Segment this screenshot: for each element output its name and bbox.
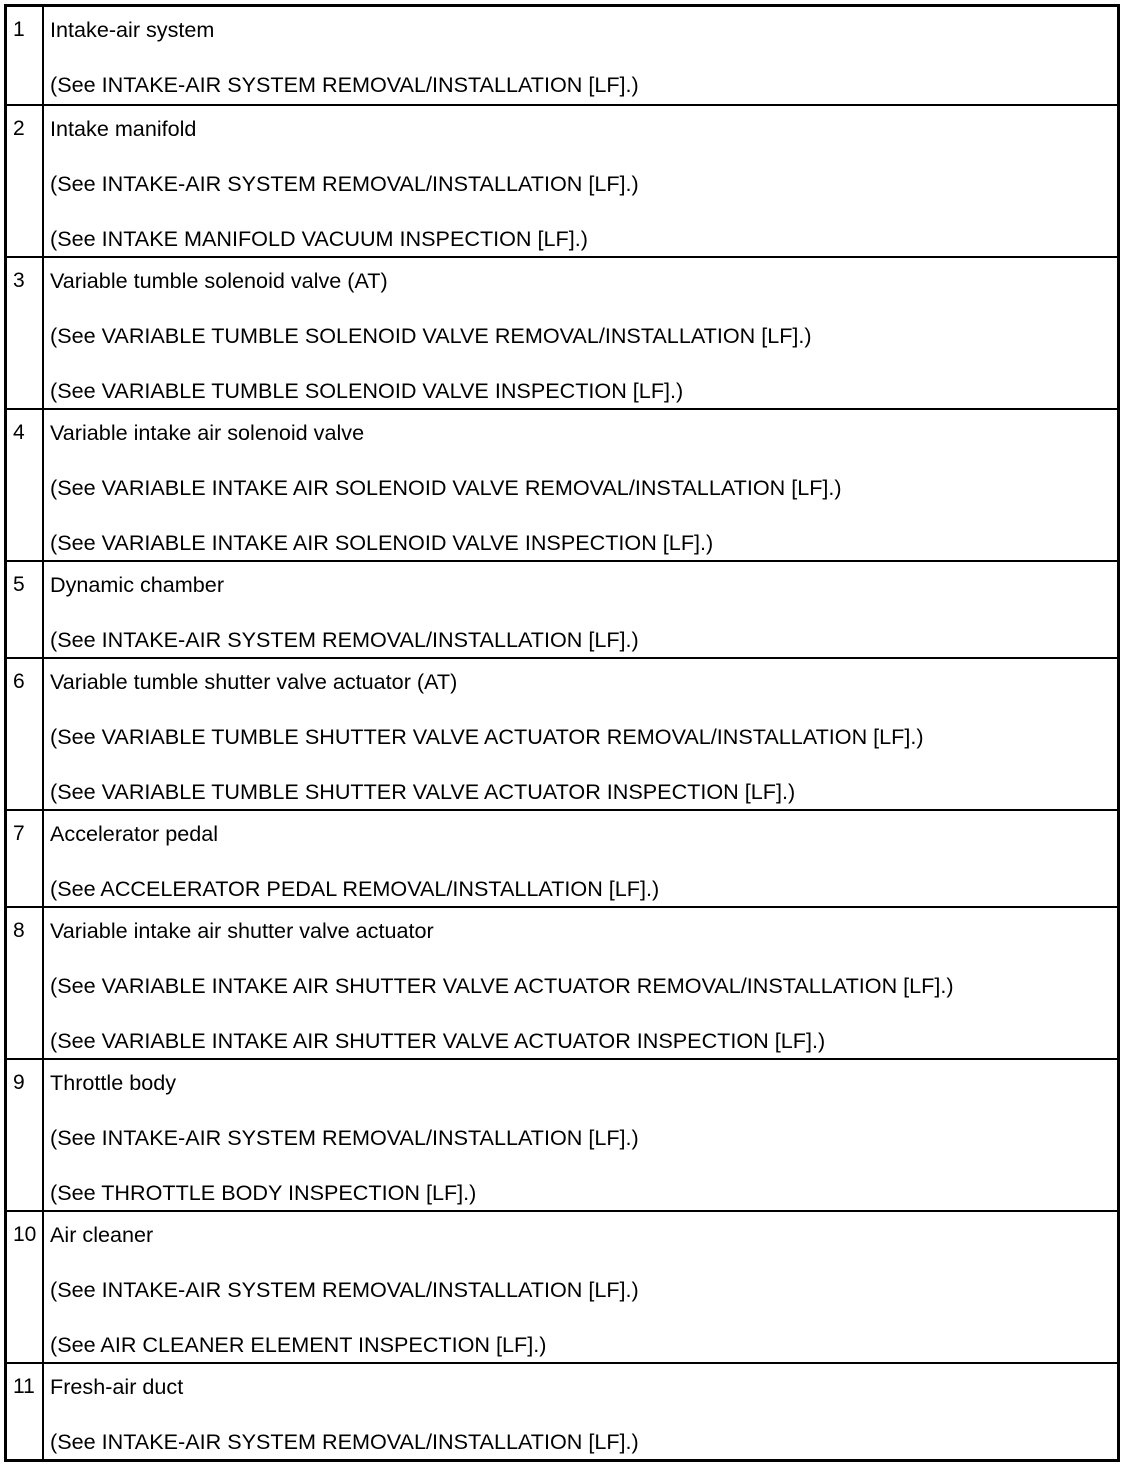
item-content — [44, 659, 1117, 809]
table-row — [7, 560, 1117, 657]
item-name: Variable tumble shutter valve actuator (AT) — [50, 669, 458, 694]
item-number: 8 — [7, 908, 44, 1058]
component-table — [4, 4, 1120, 1462]
item-name: Accelerator pedal — [50, 821, 219, 846]
item-content — [44, 106, 1117, 256]
item-content — [44, 410, 1117, 560]
table-row — [7, 256, 1117, 408]
table-row — [7, 1362, 1117, 1459]
item-number: 10 — [7, 1212, 44, 1362]
item-name: Throttle body — [50, 1070, 177, 1095]
item-name: Intake-air system — [50, 17, 215, 42]
item-number: 4 — [7, 410, 44, 560]
reference-link[interactable]: (See VARIABLE TUMBLE SHUTTER VALVE ACTUATOR REMOVAL/INSTALLATION [LF].) — [50, 724, 924, 749]
item-content — [44, 562, 1117, 657]
reference-link[interactable]: (See VARIABLE TUMBLE SHUTTER VALVE ACTUATOR INSPECTION [LF].) — [50, 779, 796, 804]
item-content — [44, 7, 1117, 104]
item-content — [44, 1212, 1117, 1362]
table-row — [7, 7, 1117, 104]
item-name: Air cleaner — [50, 1222, 154, 1247]
reference-link[interactable]: (See VARIABLE INTAKE AIR SOLENOID VALVE INSPECTION [LF].) — [50, 530, 714, 555]
item-content — [44, 908, 1117, 1058]
item-content — [44, 1060, 1117, 1210]
reference-link[interactable]: (See INTAKE-AIR SYSTEM REMOVAL/INSTALLATION [LF].) — [50, 72, 639, 97]
table-row — [7, 906, 1117, 1058]
reference-link[interactable]: (See INTAKE-AIR SYSTEM REMOVAL/INSTALLATION [LF].) — [50, 171, 639, 196]
reference-link[interactable]: (See VARIABLE TUMBLE SOLENOID VALVE REMOVAL/INSTALLATION [LF].) — [50, 323, 812, 348]
table-row — [7, 104, 1117, 256]
item-number: 7 — [7, 811, 44, 906]
reference-link[interactable]: (See VARIABLE TUMBLE SOLENOID VALVE INSPECTION [LF].) — [50, 378, 684, 403]
reference-link[interactable]: (See ACCELERATOR PEDAL REMOVAL/INSTALLATION [LF].) — [50, 876, 660, 901]
reference-link[interactable]: (See INTAKE-AIR SYSTEM REMOVAL/INSTALLATION [LF].) — [50, 1429, 639, 1454]
reference-link[interactable]: (See AIR CLEANER ELEMENT INSPECTION [LF].) — [50, 1332, 547, 1357]
item-number: 3 — [7, 258, 44, 408]
reference-link[interactable]: (See VARIABLE INTAKE AIR SOLENOID VALVE REMOVAL/INSTALLATION [LF].) — [50, 475, 842, 500]
item-content — [44, 1364, 1117, 1459]
reference-link[interactable]: (See INTAKE-AIR SYSTEM REMOVAL/INSTALLATION [LF].) — [50, 1277, 639, 1302]
reference-link[interactable]: (See INTAKE-AIR SYSTEM REMOVAL/INSTALLATION [LF].) — [50, 627, 639, 652]
item-name: Variable intake air shutter valve actuator — [50, 918, 434, 943]
reference-link[interactable]: (See VARIABLE INTAKE AIR SHUTTER VALVE ACTUATOR REMOVAL/INSTALLATION [LF].) — [50, 973, 954, 998]
reference-link[interactable]: (See VARIABLE INTAKE AIR SHUTTER VALVE ACTUATOR INSPECTION [LF].) — [50, 1028, 826, 1053]
item-content — [44, 811, 1117, 906]
reference-link[interactable]: (See INTAKE-AIR SYSTEM REMOVAL/INSTALLATION [LF].) — [50, 1125, 639, 1150]
item-number: 1 — [7, 7, 44, 104]
table-row — [7, 657, 1117, 809]
item-content — [44, 258, 1117, 408]
item-name: Dynamic chamber — [50, 572, 225, 597]
item-number: 11 — [7, 1364, 44, 1459]
item-name: Variable intake air solenoid valve — [50, 420, 365, 445]
item-number: 9 — [7, 1060, 44, 1210]
item-number: 6 — [7, 659, 44, 809]
item-name: Variable tumble solenoid valve (AT) — [50, 268, 388, 293]
item-number: 5 — [7, 562, 44, 657]
table-row — [7, 809, 1117, 906]
item-name: Fresh-air duct — [50, 1374, 184, 1399]
reference-link[interactable]: (See INTAKE MANIFOLD VACUUM INSPECTION [LF].) — [50, 226, 588, 251]
table-row — [7, 1210, 1117, 1362]
table-row — [7, 1058, 1117, 1210]
item-name: Intake manifold — [50, 116, 197, 141]
item-number: 2 — [7, 106, 44, 256]
reference-link[interactable]: (See THROTTLE BODY INSPECTION [LF].) — [50, 1180, 477, 1205]
table-row — [7, 408, 1117, 560]
